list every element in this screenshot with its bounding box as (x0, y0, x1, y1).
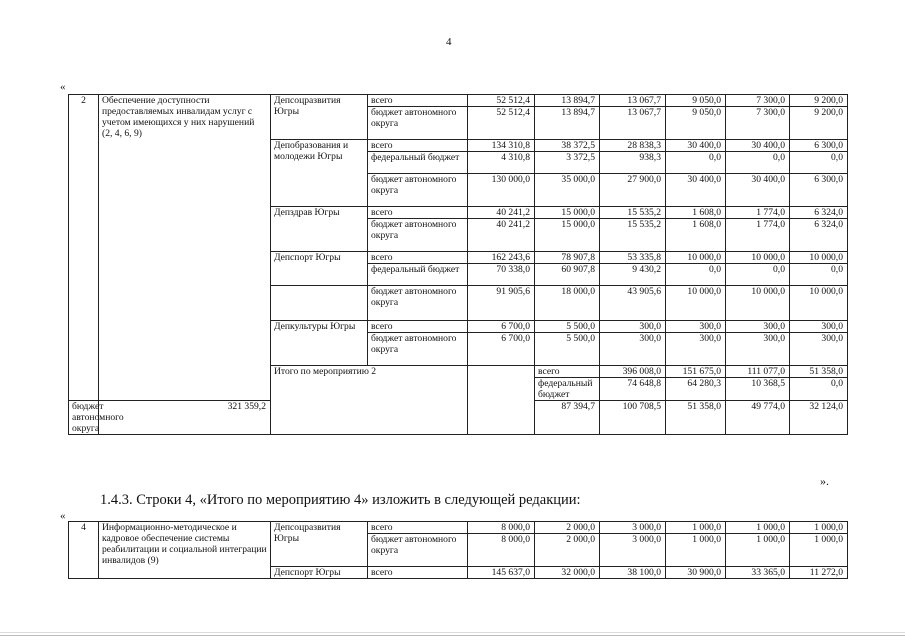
page-number: 4 (446, 36, 452, 48)
value-cell: 1 000,0 (726, 522, 790, 534)
table-row (69, 522, 848, 534)
source-label: всего (368, 321, 468, 333)
source-label: всего (368, 95, 468, 107)
value-cell: 2 000,0 (535, 522, 600, 534)
source-label: всего (368, 567, 468, 579)
value-cell: 53 335,8 (600, 252, 666, 264)
value-cell: 938,3 (600, 152, 666, 174)
value-cell: 1 000,0 (790, 534, 848, 567)
dept-blank (271, 286, 368, 321)
value-cell: 7 300,0 (726, 107, 790, 140)
value-cell: 0,0 (666, 264, 726, 286)
value-cell: 0,0 (790, 264, 848, 286)
value-cell: 6 324,0 (790, 207, 848, 219)
value-cell: 9 430,2 (600, 264, 666, 286)
value-cell: 78 907,8 (535, 252, 600, 264)
opening-quote-1: « (60, 81, 66, 93)
source-label: всего (368, 522, 468, 534)
value-cell: 10 000,0 (726, 252, 790, 264)
value-cell: 35 000,0 (535, 174, 600, 207)
value-cell: 15 535,2 (600, 219, 666, 252)
value-cell: 3 000,0 (600, 534, 666, 567)
table-row (69, 95, 848, 107)
total-dept-blank (468, 366, 535, 435)
value-cell: 300,0 (666, 333, 726, 366)
value-cell: 8 000,0 (468, 522, 535, 534)
value-cell: 0,0 (790, 378, 848, 401)
source-label: всего (368, 140, 468, 152)
source-label: всего (368, 252, 468, 264)
dept-socrazvitie: Депсоцразвития Югры (271, 522, 368, 567)
value-cell: 1 000,0 (790, 522, 848, 534)
value-cell: 33 365,0 (726, 567, 790, 579)
value-cell: 9 050,0 (666, 95, 726, 107)
source-label: федеральный бюджет (368, 264, 468, 286)
value-cell: 100 708,5 (600, 401, 666, 435)
budget-table-1 (68, 94, 848, 435)
value-cell: 300,0 (726, 333, 790, 366)
value-cell: 11 272,0 (790, 567, 848, 579)
value-cell: 13 894,7 (535, 107, 600, 140)
section-heading: 1.4.3. Строки 4, «Итого по мероприятию 4» изложить в следующей редакции: (100, 492, 581, 508)
value-cell: 300,0 (600, 321, 666, 333)
value-cell: 6 300,0 (790, 174, 848, 207)
budget-table-2 (68, 521, 848, 579)
value-cell: 30 900,0 (666, 567, 726, 579)
source-label: бюджет автономного округа (368, 219, 468, 252)
value-cell: 0,0 (726, 264, 790, 286)
closing-quote: ». (820, 474, 829, 488)
value-cell: 1 000,0 (726, 534, 790, 567)
dept-sport: Депспорт Югры (271, 252, 368, 286)
value-cell: 5 500,0 (535, 321, 600, 333)
value-cell: 74 648,8 (600, 378, 666, 401)
value-cell: 145 637,0 (468, 567, 535, 579)
value-cell: 18 000,0 (535, 286, 600, 321)
value-cell: 52 512,4 (468, 95, 535, 107)
value-cell: 15 000,0 (535, 219, 600, 252)
dept-sport: Депспорт Югры (271, 567, 368, 579)
value-cell: 43 905,6 (600, 286, 666, 321)
value-cell: 7 300,0 (726, 95, 790, 107)
value-cell: 9 200,0 (790, 95, 848, 107)
measure-title: Информационно-методическое и кадровое обеспечение системы реабилитации и социальной интеграции инвалидов (9) (99, 522, 271, 579)
value-cell: 8 000,0 (468, 534, 535, 567)
value-cell: 38 100,0 (600, 567, 666, 579)
value-cell: 9 200,0 (790, 107, 848, 140)
value-cell: 32 000,0 (535, 567, 600, 579)
value-cell: 32 124,0 (790, 401, 848, 435)
total-label: Итого по мероприятию 2 (271, 366, 468, 435)
value-cell: 1 774,0 (726, 207, 790, 219)
value-cell: 30 400,0 (726, 174, 790, 207)
value-cell: 60 907,8 (535, 264, 600, 286)
source-label: всего (368, 207, 468, 219)
value-cell: 130 000,0 (468, 174, 535, 207)
value-cell: 38 372,5 (535, 140, 600, 152)
value-cell: 10 000,0 (666, 252, 726, 264)
value-cell: 15 535,2 (600, 207, 666, 219)
value-cell: 0,0 (666, 152, 726, 174)
value-cell: 1 000,0 (666, 522, 726, 534)
value-cell: 2 000,0 (535, 534, 600, 567)
value-cell: 40 241,2 (468, 219, 535, 252)
source-label: федеральный бюджет (535, 378, 600, 401)
value-cell: 51 358,0 (790, 366, 848, 378)
value-cell: 6 324,0 (790, 219, 848, 252)
value-cell: 1 774,0 (726, 219, 790, 252)
source-label: федеральный бюджет (368, 152, 468, 174)
value-cell: 9 050,0 (666, 107, 726, 140)
dept-socrazvitie: Депсоцразвития Югры (271, 95, 368, 140)
value-cell: 3 000,0 (600, 522, 666, 534)
value-cell: 0,0 (790, 152, 848, 174)
value-cell: 30 400,0 (666, 140, 726, 152)
value-cell: 49 774,0 (726, 401, 790, 435)
value-cell: 6 700,0 (468, 321, 535, 333)
value-cell: 111 077,0 (726, 366, 790, 378)
source-label: бюджет автономного округа (69, 401, 99, 435)
value-cell: 28 838,3 (600, 140, 666, 152)
value-cell: 13 067,7 (600, 107, 666, 140)
value-cell: 4 310,8 (468, 152, 535, 174)
value-cell: 0,0 (726, 152, 790, 174)
value-cell: 3 372,5 (535, 152, 600, 174)
value-cell: 27 900,0 (600, 174, 666, 207)
value-cell: 300,0 (790, 333, 848, 366)
measure-title: Обеспечение доступности предоставляемых инвалидам услуг с учетом имеющихся у них нарушений (2, 4, 6, 9) (99, 95, 271, 401)
source-label: бюджет автономного округа (368, 174, 468, 207)
value-cell: 300,0 (600, 333, 666, 366)
value-cell: 1 608,0 (666, 219, 726, 252)
value-cell: 134 310,8 (468, 140, 535, 152)
value-cell: 162 243,6 (468, 252, 535, 264)
value-cell: 91 905,6 (468, 286, 535, 321)
value-cell: 10 000,0 (790, 252, 848, 264)
value-cell: 300,0 (666, 321, 726, 333)
value-cell: 1 608,0 (666, 207, 726, 219)
value-cell: 1 000,0 (666, 534, 726, 567)
value-cell: 10 368,5 (726, 378, 790, 401)
opening-quote-2: « (60, 510, 66, 522)
source-label: всего (535, 366, 600, 378)
value-cell: 87 394,7 (535, 401, 600, 435)
value-cell: 300,0 (726, 321, 790, 333)
scan-edge-line (0, 632, 905, 633)
value-cell: 40 241,2 (468, 207, 535, 219)
value-cell: 13 894,7 (535, 95, 600, 107)
value-cell: 51 358,0 (666, 401, 726, 435)
value-cell: 321 359,2 (99, 401, 271, 435)
source-label: бюджет автономного округа (368, 333, 468, 366)
source-label: бюджет автономного округа (368, 107, 468, 140)
value-cell: 30 400,0 (726, 140, 790, 152)
value-cell: 10 000,0 (666, 286, 726, 321)
dept-obrazovanie: Депобразования и молодежи Югры (271, 140, 368, 207)
value-cell: 300,0 (790, 321, 848, 333)
value-cell: 15 000,0 (535, 207, 600, 219)
dept-zdrav: Депздрав Югры (271, 207, 368, 252)
value-cell: 151 675,0 (666, 366, 726, 378)
value-cell: 13 067,7 (600, 95, 666, 107)
dept-kultura: Депкультуры Югры (271, 321, 368, 366)
value-cell: 5 500,0 (535, 333, 600, 366)
value-cell: 64 280,3 (666, 378, 726, 401)
value-cell: 52 512,4 (468, 107, 535, 140)
value-cell: 6 300,0 (790, 140, 848, 152)
value-cell: 396 008,0 (600, 366, 666, 378)
row-number: 4 (69, 522, 99, 579)
source-label: бюджет автономного округа (368, 286, 468, 321)
value-cell: 10 000,0 (790, 286, 848, 321)
scan-edge-line (0, 635, 905, 636)
value-cell: 6 700,0 (468, 333, 535, 366)
value-cell: 70 338,0 (468, 264, 535, 286)
value-cell: 30 400,0 (666, 174, 726, 207)
row-number: 2 (69, 95, 99, 401)
value-cell: 10 000,0 (726, 286, 790, 321)
source-label: бюджет автономного округа (368, 534, 468, 567)
